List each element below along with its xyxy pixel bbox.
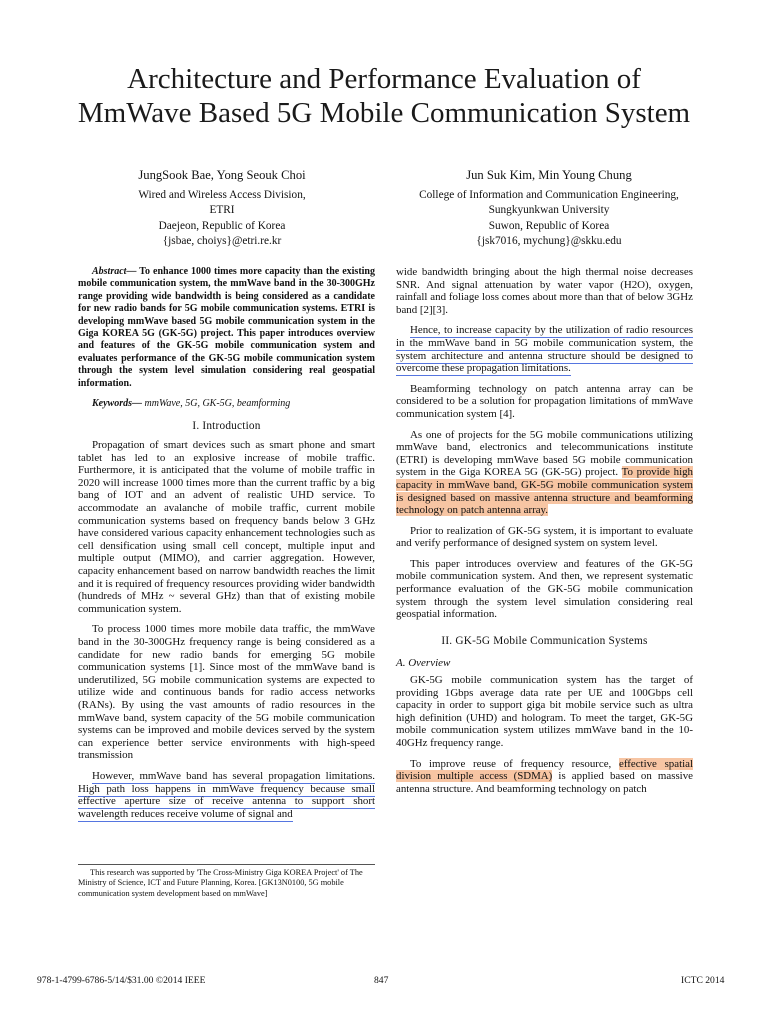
- underlined-highlight: However, mmWave band has several propagation limitations. High path loss happens in mmWave frequency because small effective aperture size of receive antenna to support short wavelength reduces receive volume of signal and: [78, 769, 375, 820]
- paragraph-beamforming: Beamforming technology on patch antenna array can be considered to be a solution for propagation limitations of mmWave communication system [4].: [396, 382, 693, 420]
- orange-highlight: To provide high capacity in mmWave band, GK-5G mobile communication system is designed based on massive antenna structure and beamforming technology on patch antenna array.: [396, 466, 693, 517]
- subsection-heading-overview: A. Overview: [396, 657, 451, 670]
- title-line-2: MmWave Based 5G Mobile Communication System: [77, 97, 691, 129]
- author-affiliation: College of Information and Communication Engineering,: [419, 189, 679, 202]
- intro-paragraph-1: Propagation of smart devices such as smart phone and smart tablet has led to an explosive increase of mobile traffic. Furthermore, it is anticipated that the volume of mobile traffic in 2020 will increase 1000 times more than the current traffic by a big bang of IOT and an advent of realistic UHD service. To accommodate an avalanche of mobile traffic, current mobile communication systems based on frequency bands below 3 GHz have considered various capacity enhancement technologies such as cell densification using small cell concept, multiple input and multiple output (MIMO), and carrier aggregation. However, capacity enhancement based on narrow bandwidth reaches the limit and it is required of frequency resources providing wider bandwidth (hundreds of MHz ~ several GHz) than that of existing mobile communication system.: [78, 439, 375, 615]
- author-location: Daejeon, Republic of Korea: [158, 219, 286, 232]
- author-organization: ETRI: [209, 204, 235, 217]
- page-number: 847: [374, 975, 389, 986]
- right-column: [396, 266, 693, 803]
- author-block-right: [384, 168, 714, 249]
- author-email: {jsk7016, mychung}@skku.edu: [476, 234, 622, 247]
- author-organization: Sungkyunkwan University: [488, 204, 610, 217]
- abstract: [78, 266, 375, 390]
- orange-highlight: effective spatial division multiple access (SDMA): [396, 757, 693, 783]
- author-names: Jun Suk Kim, Min Young Chung: [466, 168, 632, 182]
- section-heading-gk5g: II. GK-5G Mobile Communication Systems: [441, 634, 648, 647]
- author-email: {jsbae, choiys}@etri.re.kr: [162, 234, 282, 247]
- intro-paragraph-3: [78, 770, 375, 820]
- keywords: [78, 398, 375, 410]
- author-block-left: [57, 168, 387, 249]
- intro-paragraph-2: To process 1000 times more mobile data traffic, the mmWave band in the 30-300GHz frequency range is being considered as a candidate for new radio bands for emerging 5G mobile communication systems [1]. Since most of the mmWave band is underutilized, 5G mobile communication systems are expected to utilize wide and continuous bands for radio access networks (RANs). By using the vast amounts of radio resources in the mmWave band, system capacity of the 5G mobile communication systems can be improved and mobile devices served by the system can experience better service environments with high-speed transmission: [78, 623, 375, 762]
- author-affiliation: Wired and Wireless Access Division,: [138, 189, 306, 202]
- paragraph-text: To improve reuse of frequency resource,: [410, 757, 619, 770]
- keywords-text: mmWave, 5G, GK-5G, beamforming: [142, 398, 291, 410]
- paragraph-etri-project: [396, 429, 693, 517]
- author-names: JungSook Bae, Yong Seouk Choi: [138, 168, 306, 182]
- left-column: [78, 266, 375, 828]
- abstract-text: To enhance 1000 times more capacity than the existing mobile communication system, the mmWave band in the 30-300GHz range providing wide bandwidth is being considered as a candidate for new radio bands for 5G mobile communication systems. ETRI is developing mmWave based 5G mobile communication system in the Giga KOREA 5G (GK-5G) project. This paper introduces overview and features of the GK-5G mobile communication system and evaluates performance of the GK-5G mobile communication system through the system level simulation considering real geospatial information.: [78, 266, 375, 389]
- keywords-label: Keywords—: [92, 398, 142, 410]
- title-line-1: Architecture and Performance Evaluation of: [127, 63, 641, 95]
- paper-title: [40, 62, 728, 130]
- footnote: This research was supported by 'The Cross-Ministry Giga KOREA Project' of The Ministry of Science, ICT and Future Planning, Korea. [GK13N0100, 5G mobile communication system development based on mmWave]: [78, 868, 363, 898]
- paragraph-reuse: [396, 758, 693, 796]
- abstract-label: Abstract—: [92, 266, 137, 277]
- paragraph-text: As one of projects for the 5G mobile communications utilizing mmWave band, electronics and telecommunications institute (ETRI) is developing mmWave based 5G mobile communication system in the Giga KOREA 5G (GK-5G) project.: [396, 428, 693, 479]
- footer-conference: ICTC 2014: [681, 975, 725, 986]
- paragraph-text: is applied based on massive antenna structure. And beamforming technology on patch: [396, 770, 693, 795]
- paragraph-prior-realization: Prior to realization of GK-5G system, it is important to evaluate and verify performance of designed system on system level.: [396, 524, 693, 550]
- paragraph-introduces: This paper introduces overview and features of the GK-5G mobile communication system. And then, we represent systematic performance evaluation of the GK-5G mobile communication system through the system level simulation considering real geospatial information.: [396, 557, 693, 621]
- author-location: Suwon, Republic of Korea: [488, 219, 610, 232]
- underlined-highlight: Hence, to increase capacity by the utilization of radio resources in the mmWave band in 5G mobile communication system, the system architecture and antenna structure should be designed to overcome these propagation limitations.: [396, 324, 693, 375]
- paragraph-highlighted-underline: [396, 324, 693, 374]
- footer-copyright: 978-1-4799-6786-5/14/$31.00 ©2014 IEEE: [37, 975, 206, 986]
- section-heading-introduction: I. Introduction: [192, 420, 261, 433]
- paragraph-overview: GK-5G mobile communication system has the target of providing 1Gbps average data rate per UE and 100Gbps cell capacity in order to support giga bit mobile service such as ultra high definition (UHD) and hologram. To meet the target, GK-5G mobile communication system utilizes mmWave band in the 10-40GHz frequency range.: [396, 674, 693, 749]
- paragraph-continued: wide bandwidth bringing about the high thermal noise decreases SNR. And signal attenuation by water vapor (H2O), oxygen, rainfall and foliage loss comes about more than that of below 3GHz band [2][3].: [396, 266, 693, 316]
- footnote-divider: [78, 864, 375, 865]
